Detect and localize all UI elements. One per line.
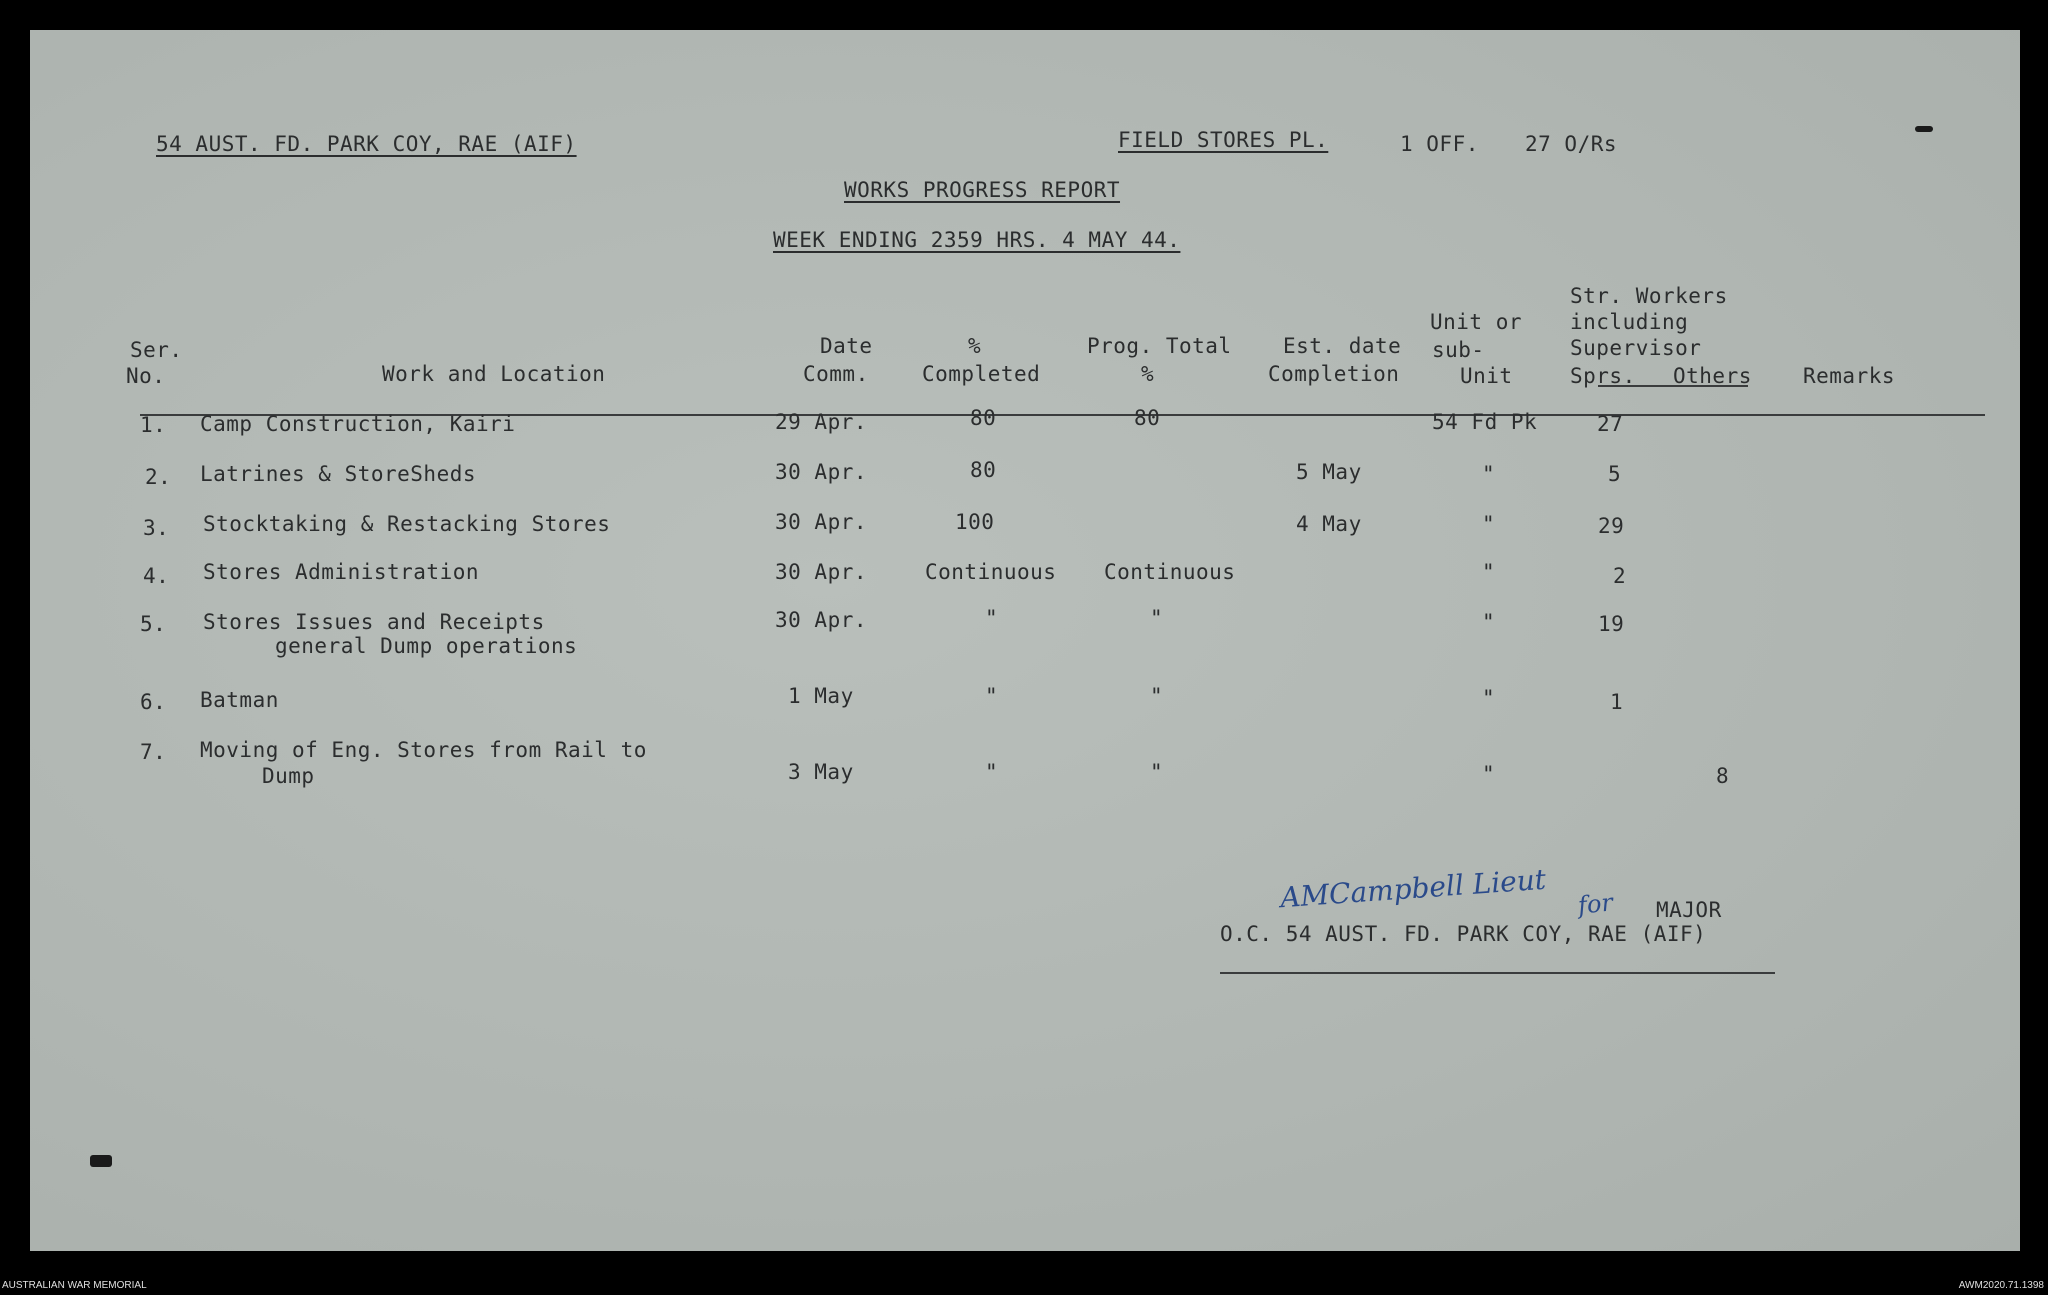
- row-7-work-cont: Dump: [262, 764, 315, 788]
- row-3-work: Stocktaking & Restacking Stores: [203, 512, 611, 536]
- row-4-sprs: 2: [1613, 564, 1627, 588]
- col-sprs: Sprs.: [1570, 364, 1636, 388]
- report-subtitle: WEEK ENDING 2359 HRS. 4 MAY 44.: [773, 228, 1181, 252]
- row-6-sprs: 1: [1610, 690, 1624, 714]
- document-sheet: [30, 30, 2020, 1251]
- footer-accession-number: AWM2020.71.1398: [1958, 1280, 2044, 1291]
- col-str-3: Supervisor: [1570, 336, 1702, 360]
- col-est-1: Est. date: [1283, 334, 1402, 358]
- officer-count: 1 OFF.: [1400, 132, 1479, 156]
- col-unit-2: sub-: [1432, 338, 1485, 362]
- row-7-work: Moving of Eng. Stores from Rail to: [200, 738, 647, 762]
- col-others: Others: [1673, 364, 1752, 388]
- col-unit-3: Unit: [1460, 364, 1513, 388]
- paper-speck: [1915, 126, 1933, 132]
- row-5-sprs: 19: [1598, 612, 1625, 636]
- row-7-date: 3 May: [788, 760, 854, 784]
- col-pct-1: %: [968, 334, 982, 358]
- col-est-2: Completion: [1268, 362, 1400, 386]
- platoon-name: FIELD STORES PL.: [1118, 128, 1329, 152]
- row-2-ser: 2.: [145, 465, 172, 489]
- row-3-sprs: 29: [1598, 514, 1625, 538]
- row-4-unit: ": [1482, 560, 1496, 584]
- row-7-ser: 7.: [140, 740, 167, 764]
- row-6-unit: ": [1482, 686, 1496, 710]
- row-2-est: 5 May: [1296, 460, 1362, 484]
- row-3-date: 30 Apr.: [775, 510, 868, 534]
- row-5-date: 30 Apr.: [775, 608, 868, 632]
- row-7-unit: ": [1482, 762, 1496, 786]
- row-3-est: 4 May: [1296, 512, 1362, 536]
- row-5-work-cont: general Dump operations: [275, 634, 578, 658]
- row-2-date: 30 Apr.: [775, 460, 868, 484]
- row-1-work: Camp Construction, Kairi: [200, 412, 516, 436]
- row-5-pct: ": [985, 606, 999, 630]
- footer-archive-name: AUSTRALIAN WAR MEMORIAL: [2, 1280, 147, 1291]
- unit-name: 54 AUST. FD. PARK COY, RAE (AIF): [156, 132, 577, 156]
- row-4-date: 30 Apr.: [775, 560, 868, 584]
- row-3-unit: ": [1482, 512, 1496, 536]
- col-pct-2: Completed: [922, 362, 1041, 386]
- col-ser-2: No.: [126, 364, 166, 388]
- row-4-pct: Continuous: [925, 560, 1057, 584]
- col-ser-1: Ser.: [130, 338, 183, 362]
- row-7-others: 8: [1716, 764, 1730, 788]
- row-2-sprs: 5: [1608, 462, 1622, 486]
- row-6-ser: 6.: [140, 690, 167, 714]
- handwritten-signature: AMCampbell Lieut: [1279, 862, 1548, 915]
- signature-for: for: [1576, 888, 1615, 920]
- report-title: WORKS PROGRESS REPORT: [844, 178, 1121, 202]
- row-3-pct: 100: [955, 510, 995, 534]
- row-6-prog: ": [1150, 684, 1164, 708]
- row-4-work: Stores Administration: [203, 560, 480, 584]
- col-prog-2: %: [1141, 362, 1155, 386]
- col-str-1: Str. Workers: [1570, 284, 1728, 308]
- paper-speck: [90, 1155, 112, 1167]
- row-6-date: 1 May: [788, 684, 854, 708]
- row-1-ser: 1.: [140, 413, 167, 437]
- signature-rank: MAJOR: [1656, 898, 1722, 922]
- row-2-unit: ": [1482, 462, 1496, 486]
- row-1-prog: 80: [1134, 406, 1161, 430]
- row-3-ser: 3.: [143, 516, 170, 540]
- row-4-prog: Continuous: [1104, 560, 1236, 584]
- row-5-work: Stores Issues and Receipts: [203, 610, 545, 634]
- row-5-ser: 5.: [140, 612, 167, 636]
- col-work: Work and Location: [382, 362, 606, 386]
- col-unit-1: Unit or: [1430, 310, 1523, 334]
- row-1-date: 29 Apr.: [775, 410, 868, 434]
- signature-underline: [1220, 972, 1775, 974]
- row-2-pct: 80: [970, 458, 997, 482]
- col-date-2: Comm.: [803, 362, 869, 386]
- col-date-1: Date: [820, 334, 873, 358]
- row-5-unit: ": [1482, 610, 1496, 634]
- row-7-prog: ": [1150, 760, 1164, 784]
- row-7-pct: ": [985, 760, 999, 784]
- row-6-work: Batman: [200, 688, 279, 712]
- col-prog-1: Prog. Total: [1087, 334, 1232, 358]
- row-1-pct: 80: [970, 406, 997, 430]
- row-1-sprs: 27: [1597, 412, 1624, 436]
- signature-block: O.C. 54 AUST. FD. PARK COY, RAE (AIF): [1220, 922, 1707, 946]
- other-ranks-count: 27 O/Rs: [1525, 132, 1618, 156]
- row-1-unit: 54 Fd Pk: [1432, 410, 1538, 434]
- row-4-ser: 4.: [143, 564, 170, 588]
- col-remarks: Remarks: [1803, 364, 1896, 388]
- row-6-pct: ": [985, 684, 999, 708]
- row-2-work: Latrines & StoreSheds: [200, 462, 477, 486]
- row-5-prog: ": [1150, 606, 1164, 630]
- col-str-2: including: [1570, 310, 1689, 334]
